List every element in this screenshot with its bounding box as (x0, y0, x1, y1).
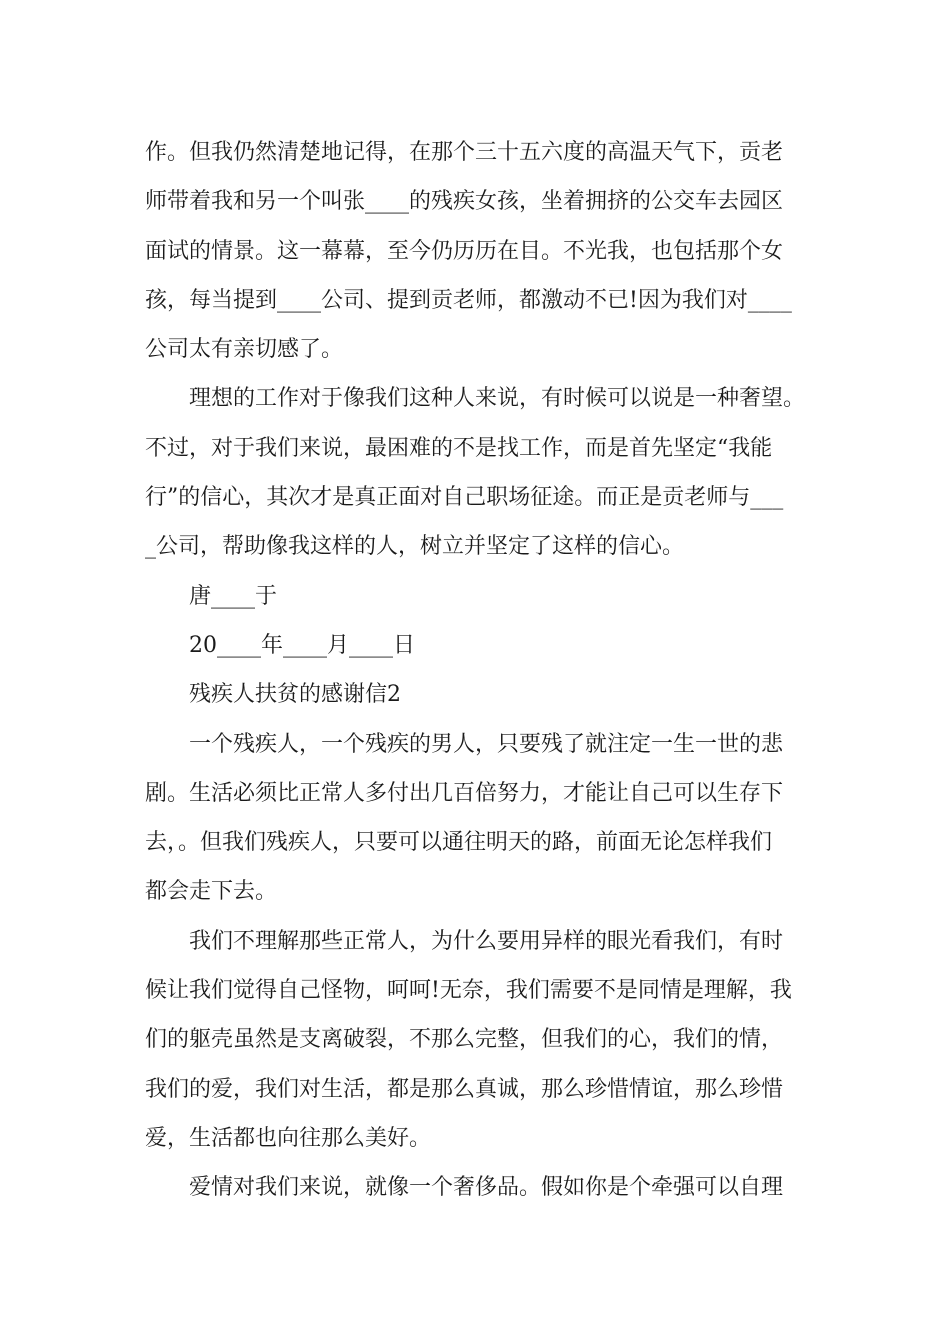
text-line: 行”的信心，其次才是真正面对自己职场征途。而正是贡老师与___ (145, 485, 784, 511)
text-line: 们的躯壳虽然是支离破裂，不那么完整，但我们的心，我们的情， (145, 1027, 784, 1053)
date-line: 20____年____月____日 (189, 632, 415, 658)
text-line: 我们的爱，我们对生活，都是那么真诚，那么珍惜情谊，那么珍惜 (145, 1076, 784, 1102)
text-line: 爱，生活都也向往那么美好。 (145, 1125, 432, 1151)
text-line: 公司太有亲切感了。 (145, 337, 344, 363)
text-line: 不过，对于我们来说，最困难的不是找工作，而是首先坚定“我能 (145, 435, 773, 461)
text-line: 都会走下去。 (145, 879, 278, 905)
text-line: _公司，帮助像我这样的人，树立并坚定了这样的信心。 (145, 534, 685, 560)
document-body (145, 128, 810, 1213)
text-line: 去，。但我们残疾人，只要可以通往明天的路，前面无论怎样我们 (145, 830, 773, 856)
text-line: 作。但我仍然清楚地记得，在那个三十五六度的高温天气下，贡老 (145, 140, 784, 165)
paragraph-start-line: 一个残疾人，一个残疾的男人，只要残了就注定一生一世的悲 (189, 731, 784, 757)
text-line: 剧。生活必须比正常人多付出几百倍努力，才能让自己可以生存下 (145, 780, 784, 806)
paragraph-start-line: 爱情对我们来说，就像一个奢侈品。假如你是个牵强可以自理 (189, 1175, 784, 1201)
text-line: 候让我们觉得自己怪物，呵呵!无奈，我们需要不是同情是理解，我 (145, 978, 792, 1004)
text-line: 师带着我和另一个叫张____的残疾女孩，坐着拥挤的公交车去园区 (145, 189, 784, 215)
text-line: 面试的情景。这一幕幕，至今仍历历在目。不光我，也包括那个女 (145, 238, 784, 264)
section-title: 残疾人扶贫的感谢信2 (189, 682, 401, 708)
paragraph-start-line: 理想的工作对于像我们这种人来说，有时候可以说是一种奢望。 (189, 386, 806, 412)
paragraph-start-line: 我们不理解那些正常人，为什么要用异样的眼光看我们，有时 (189, 928, 784, 954)
text-line: 孩，每当提到____公司、提到贡老师，都激动不已!因为我们对____ (145, 287, 792, 313)
signature-line: 唐____于 (189, 583, 278, 609)
